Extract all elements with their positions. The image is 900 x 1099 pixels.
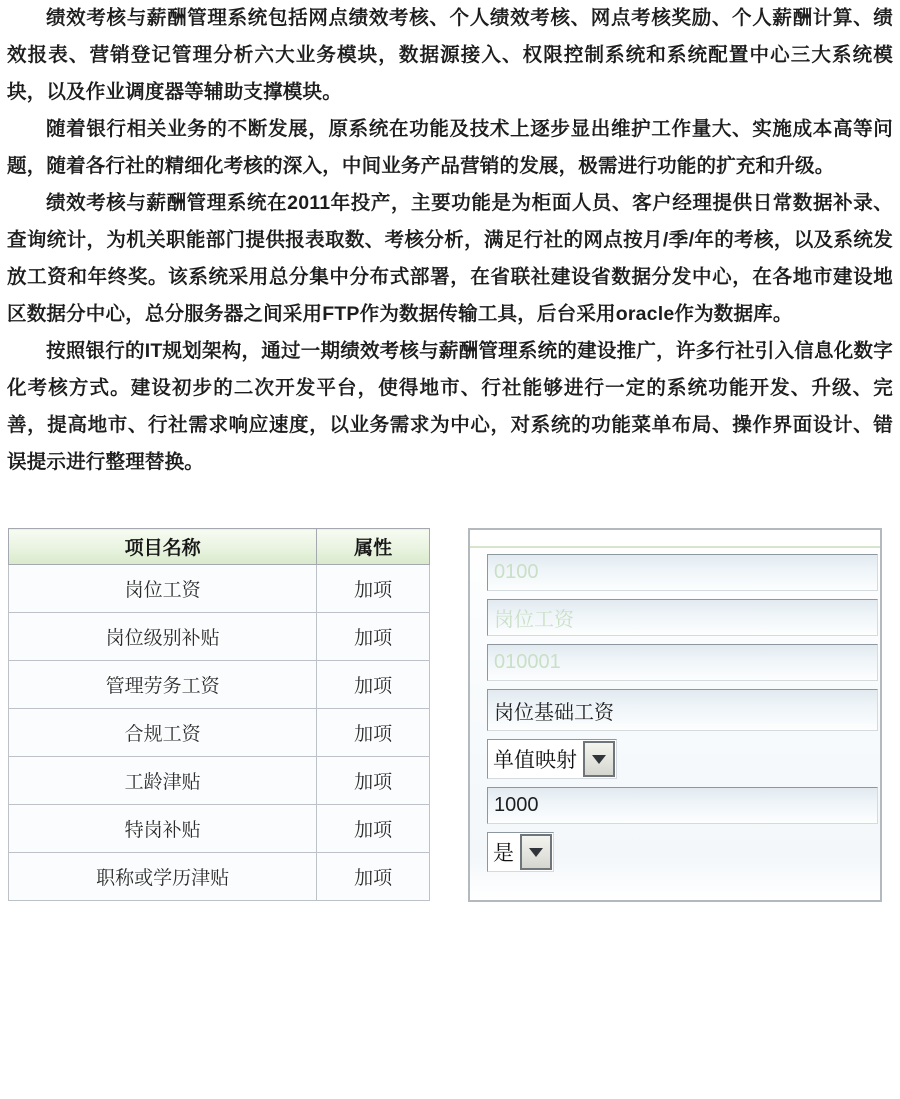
- chevron-down-icon: [529, 848, 543, 857]
- panel-top-strip: [470, 530, 880, 546]
- attribute-cell: 加项: [317, 853, 430, 901]
- dropdown-arrow-button[interactable]: [583, 741, 615, 777]
- salary-items-table: [8, 528, 430, 901]
- item-name-cell: 岗位级别补贴: [9, 613, 317, 661]
- paragraph-history: 绩效考核与薪酬管理系统在2011年投产，主要功能是为柜面人员、客户经理提供日常数据补录、查询统计，为机关职能部门提供报表取数、考核分析，满足行社的网点按月/季/年的考核，以及系统发放工资和年终奖。该系统采用总分集中分布式部署，在省联社建设省数据分发中心，在各地市建设地区数据分中心，总分服务器之间采用FTP作为数据传输工具，后台采用oracle作为数据库。: [7, 192, 893, 325]
- panel-fields: [470, 548, 880, 872]
- chevron-down-icon: [592, 755, 606, 764]
- table-row: [9, 853, 430, 901]
- item-code-field: [487, 554, 878, 591]
- item-name-cell: 职称或学历津贴: [9, 853, 317, 901]
- attribute-cell: 加项: [317, 709, 430, 757]
- item-name-cell: 合规工资: [9, 709, 317, 757]
- table-row: [9, 661, 430, 709]
- mapping-type-value: 单值映射: [488, 740, 582, 778]
- dropdown-arrow-button[interactable]: [520, 834, 552, 870]
- figures-row: [0, 528, 900, 902]
- sub-item-name-field[interactable]: [487, 689, 878, 731]
- table-header-row: [9, 529, 430, 565]
- paragraph-modules: 绩效考核与薪酬管理系统包括网点绩效考核、个人绩效考核、网点考核奖励、个人薪酬计算、绩效报表、营销登记管理分析六大业务模块，数据源接入、权限控制系统和系统配置中心三大系统模块，以及作业调度器等辅助支撑模块。: [7, 7, 893, 103]
- enabled-flag-value: 是: [488, 833, 519, 871]
- table-row: [9, 805, 430, 853]
- paragraph-upgrade: 按照银行的IT规划架构，通过一期绩效考核与薪酬管理系统的建设推广，许多行社引入信息化数字化考核方式。建设初步的二次开发平台，使得地市、行社能够进行一定的系统功能开发、升级、完善，提高地市、行社需求响应速度，以业务需求为中心，对系统的功能菜单布局、操作界面设计、错误提示进行整理替换。: [7, 340, 893, 473]
- salary-items-table-body: [9, 565, 430, 901]
- value-field[interactable]: [487, 787, 878, 824]
- enabled-flag-dropdown[interactable]: [487, 832, 554, 872]
- item-name-cell: 特岗补贴: [9, 805, 317, 853]
- column-header-attribute: 属性: [317, 529, 430, 565]
- item-name-cell: 岗位工资: [9, 565, 317, 613]
- document-body: [0, 0, 900, 481]
- attribute-cell: 加项: [317, 613, 430, 661]
- table-row: [9, 757, 430, 805]
- attribute-cell: 加项: [317, 565, 430, 613]
- column-header-item-name: 项目名称: [9, 529, 317, 565]
- table-row: [9, 565, 430, 613]
- item-name-field: [487, 599, 878, 636]
- paragraph-background: 随着银行相关业务的不断发展，原系统在功能及技术上逐步显出维护工作量大、实施成本高等问题，随着各行社的精细化考核的深入，中间业务产品营销的发展，极需进行功能的扩充和升级。: [7, 118, 893, 177]
- item-detail-panel: [468, 528, 882, 902]
- mapping-type-dropdown[interactable]: [487, 739, 617, 779]
- attribute-cell: 加项: [317, 661, 430, 709]
- table-row: [9, 709, 430, 757]
- table-row: [9, 613, 430, 661]
- attribute-cell: 加项: [317, 805, 430, 853]
- sub-item-code-field: [487, 644, 878, 681]
- item-name-cell: 工龄津贴: [9, 757, 317, 805]
- item-name-cell: 管理劳务工资: [9, 661, 317, 709]
- attribute-cell: 加项: [317, 757, 430, 805]
